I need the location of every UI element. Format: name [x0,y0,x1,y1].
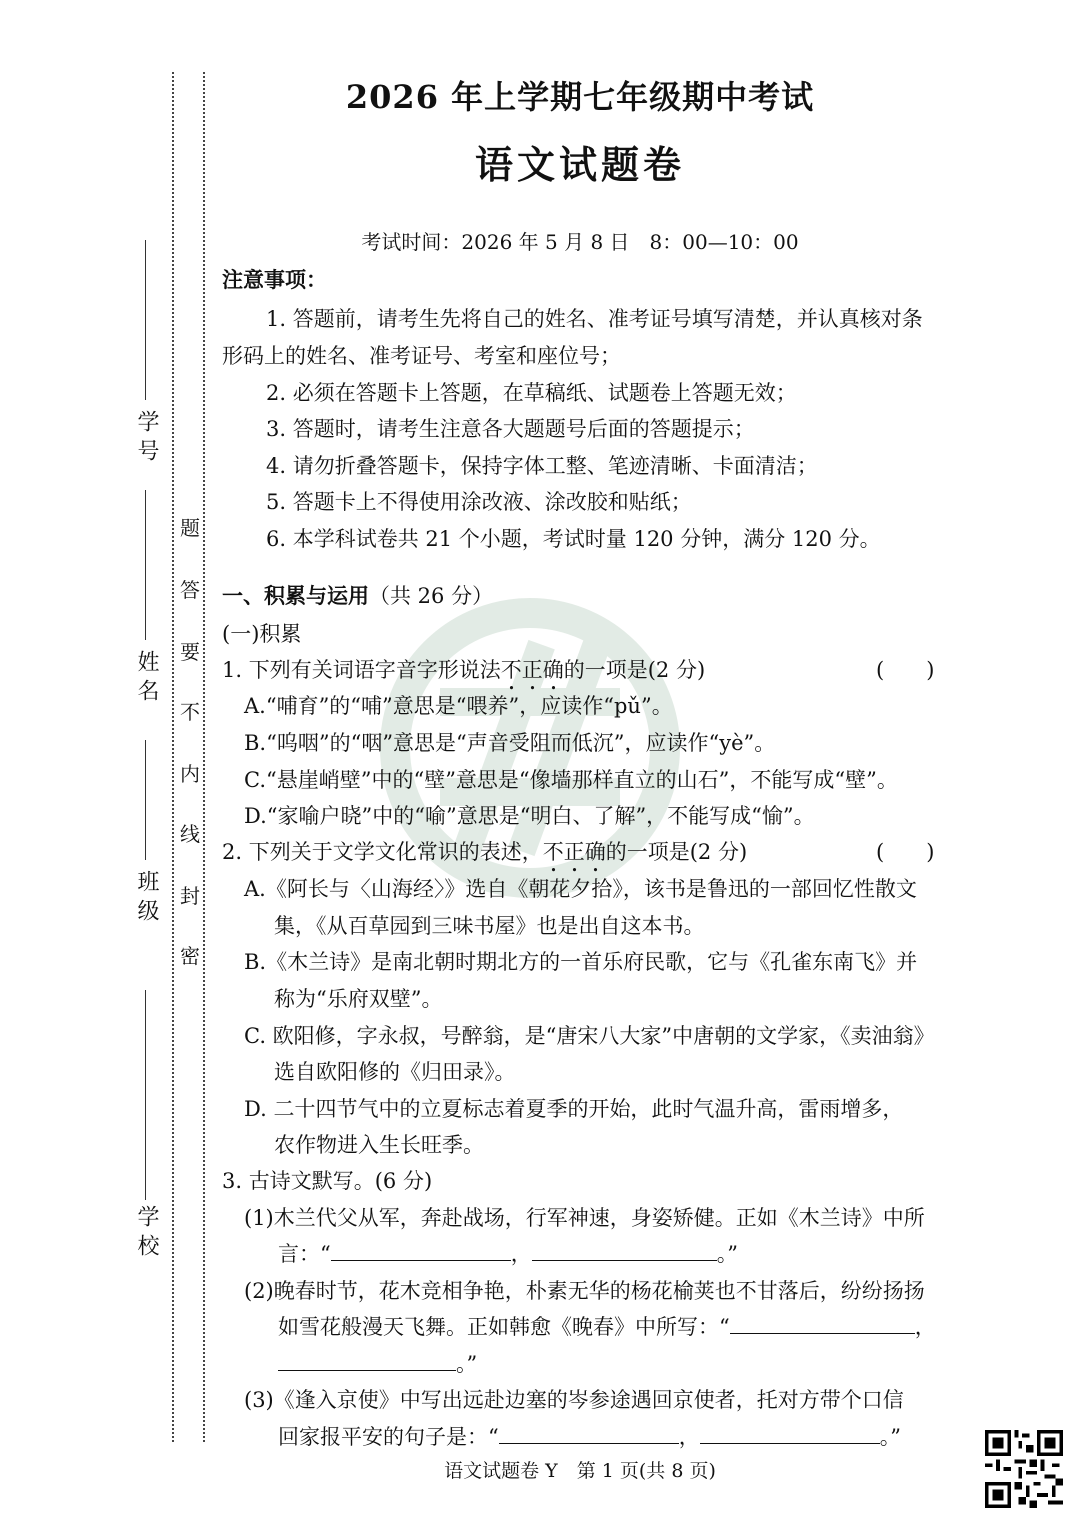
notice-line: 3. 答题时，请考生注意各大题题号后面的答题提示； [266,417,755,441]
q1-answer-paren[interactable]: ( ) [876,658,935,682]
section-title: 一、积累与运用 [222,583,369,608]
q2-option-d: D. 二十四节气中的立夏标志着夏季的开始，此时气温升高，雷雨增多， [244,1097,904,1121]
section-score: （共 26 分） [369,584,494,608]
comma: ， [678,1425,700,1449]
notice-line: 形码上的姓名、准考证号、考室和座位号； [222,344,621,368]
field-line-xuehao-2 [145,490,146,640]
q2-stem-pre: 2. 下列关于文学文化常识的表述， [222,840,543,864]
field-line-banji [145,990,146,1200]
seal-char: 封 [180,884,200,908]
q3-part-1-blanks [278,1238,738,1268]
q2-option-c: C. 欧阳修，字永叔，号醉翁，是“唐宋八大家”中唐朝的文学家，《卖油翁》 [244,1024,935,1048]
close-quote: 。” [879,1425,901,1449]
binding-dotted-line-inner [203,72,205,1442]
subsection-heading: (一)积累 [222,622,302,646]
q1-option-a: A.“哺育”的“哺”意思是“喂养”，应读作“pǔ”。 [244,694,673,718]
q3-part-2-blanks [278,1311,936,1341]
binding-dotted-line-outer [172,72,174,1442]
notice-line: 2. 必须在答题卡上答题，在草稿纸、试题卷上答题无效； [266,381,797,405]
question-1-stem [222,654,705,695]
notice-line: 5. 答题卡上不得使用涂改液、涂改胶和贴纸； [266,490,692,514]
comma: ， [510,1242,532,1266]
notice-line: 4. 请勿折叠答题卡，保持字体工整、笔迹清晰、卡面清洁； [266,454,818,478]
answer-blank[interactable] [331,1240,511,1261]
answer-blank[interactable] [499,1423,679,1444]
answer-blank[interactable] [278,1350,456,1371]
q1-option-d: D.“家喻户晓”中的“喻”意思是“明白、了解”，不能写成“愉”。 [244,804,815,828]
q3-part-2: (2)晚春时节，花木竞相争艳，朴素无华的杨花榆荚也不甘落后，纷纷扬扬 [244,1279,925,1303]
q1-stem-post: 的一项是(2 分) [563,658,706,682]
answer-blank[interactable] [532,1240,717,1261]
exam-time: 考试时间：2026 年 5 月 8 日 8：00—10：00 [361,230,799,254]
q2-option-b: B.《木兰诗》是南北朝时期北方的一首乐府民歌，它与《孔雀东南飞》并 [244,950,918,974]
q2-emphasis: 不正确 [542,840,606,864]
field-label-xuexiao: 学 校 [134,1205,159,1256]
q2-option-a: A.《阿长与〈山海经〉》选自《朝花夕拾》，该书是鲁迅的一部回忆性散文 [244,877,917,901]
section-heading [222,580,493,610]
field-label-xingming: 姓 名 [134,650,159,701]
q2-option-d-cont: 农作物进入生长旺季。 [274,1133,484,1157]
q2-answer-paren[interactable]: ( ) [876,840,935,864]
question-3-stem: 3. 古诗文默写。(6 分) [222,1169,433,1193]
q3-part-2-blanks-cont [278,1348,477,1378]
page-title: 2026 年上学期七年级期中考试 [345,78,815,116]
q1-option-b: B.“呜咽”的“咽”意思是“声音受阻而低沉”，应读作“yè”。 [244,731,776,755]
notice-heading: 注意事项： [222,267,327,292]
answer-blank[interactable] [700,1423,880,1444]
q1-stem-pre: 1. 下列有关词语字音字形说法 [222,658,501,682]
q3-p1-lead: 言：“ [278,1242,331,1266]
q1-emphasis: 不正确 [500,658,564,682]
page-footer: 语文试题卷 Y 第 1 页(共 8 页) [444,1460,716,1482]
q2-option-c-cont: 选自欧阳修的《归田录》。 [274,1060,516,1084]
q3-part-3: (3)《逢入京使》中写出远赴边塞的岑参途遇回京使者，托对方带个口信 [244,1388,904,1412]
page-subtitle: 语文试题卷 [474,142,685,187]
notice-line: 6. 本学科试卷共 21 个小题，考试时量 120 分钟，满分 120 分。 [266,527,881,551]
qr-code-icon [985,1430,1063,1508]
question-2-stem [222,836,747,877]
seal-char: 密 [180,944,200,968]
field-line-xuehao [145,240,146,400]
q2-option-b-cont: 称为“乐府双壁”。 [274,987,443,1011]
comma: ， [914,1315,936,1339]
field-label-xuehao: 学 号 [134,410,159,461]
field-line-xingming [145,740,146,860]
seal-char: 题 [180,516,200,540]
q1-option-c: C.“悬崖峭壁”中的“壁”意思是“像墙那样直立的山石”，不能写成“壁”。 [244,768,898,792]
answer-blank[interactable] [730,1313,915,1334]
q3-part-3-blanks [278,1421,901,1451]
field-label-banji: 班 级 [134,870,159,921]
seal-char: 内 [180,762,200,786]
q2-option-a-cont: 集，《从百草园到三味书屋》也是出自这本书。 [274,914,705,938]
seal-char: 不 [180,700,200,724]
seal-char: 要 [180,640,200,664]
seal-char: 答 [180,578,200,602]
close-quote: 。” [456,1352,478,1376]
q2-stem-post: 的一项是(2 分) [605,840,748,864]
notice-line: 1. 答题前，请考生先将自己的姓名、准考证号填写清楚，并认真核对条 [266,307,923,331]
seal-char: 线 [180,822,200,846]
close-quote: 。” [716,1242,738,1266]
q3-part-1: (1)木兰代父从军，奔赴战场，行军神速，身姿矫健。正如《木兰诗》中所 [244,1206,925,1230]
q3-p2-lead: 如雪花般漫天飞舞。正如韩愈《晚春》中所写：“ [278,1315,730,1339]
q3-p3-lead: 回家报平安的句子是：“ [278,1425,499,1449]
